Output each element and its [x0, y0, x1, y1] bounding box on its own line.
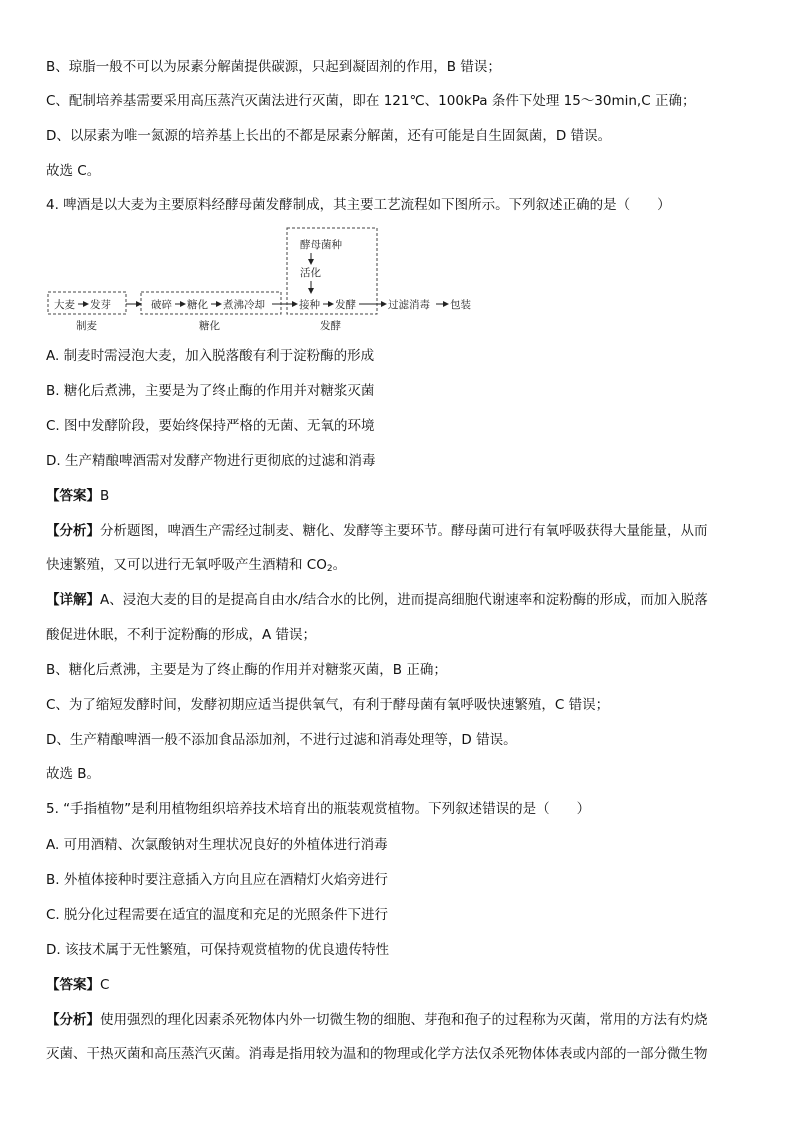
q5-option-b: B. 外植体接种时要注意插入方向且应在酒精灯火焰旁进行	[46, 872, 388, 888]
analysis-tag: 【分析】	[46, 1012, 100, 1028]
detail-tag: 【详解】	[46, 592, 100, 608]
q3-explanation-c: C、配制培养基需要采用高压蒸汽灭菌法进行灭菌，即在 121℃、100kPa 条件下处理 15～30min,C 正确；	[46, 93, 696, 109]
q5-option-a: A. 可用酒精、次氯酸钠对生理状况良好的外植体进行消毒	[46, 837, 388, 853]
answer-tag: 【答案】	[46, 977, 100, 993]
q5-answer	[46, 976, 109, 994]
q3-explanation-b: B、琼脂一般不可以为尿素分解菌提供碳源，只起到凝固剂的作用，B 错误；	[46, 59, 501, 75]
sprout-label: 发芽	[90, 299, 111, 311]
brewing-process-diagram	[46, 226, 496, 334]
package-label: 包装	[450, 299, 471, 311]
q5-stem: 5. “手指植物”是利用植物组织培养技术培育出的瓶装观赏植物。下列叙述错误的是（ ）	[46, 801, 591, 817]
q4-analysis-line-1	[46, 522, 708, 540]
stage-saccharify-label: 糖化	[199, 320, 220, 332]
analysis-text: 。	[332, 557, 347, 573]
boil-cool-label: 煮沸冷却	[223, 299, 265, 311]
activate-label: 活化	[300, 267, 321, 279]
q4-option-c: C. 图中发酵阶段，要始终保持严格的无菌、无氧的环境	[46, 418, 375, 434]
q4-answer	[46, 487, 109, 505]
q4-option-b: B. 糖化后煮沸，主要是为了终止酶的作用并对糖浆灭菌	[46, 383, 375, 399]
q4-option-d: D. 生产精酿啤酒需对发酵产物进行更彻底的过滤和消毒	[46, 453, 376, 469]
co2-subscript: 2	[326, 564, 333, 574]
q3-explanation-d: D、以尿素为唯一氮源的培养基上长出的不都是尿素分解菌，还有可能是自生固氮菌，D 错误。	[46, 128, 612, 144]
q5-analysis-line-1	[46, 1011, 708, 1029]
q4-detail-b: B、糖化后煮沸，主要是为了终止酶的作用并对糖浆灭菌，B 正确；	[46, 662, 447, 678]
q4-detail-line-1	[46, 591, 708, 609]
analysis-text: 分析题图，啤酒生产需经过制麦、糖化、发酵等主要环节。酵母菌可进行有氧呼吸获得大量能量，从而	[100, 523, 708, 539]
q5-option-c: C. 脱分化过程需要在适宜的温度和充足的光照条件下进行	[46, 907, 389, 923]
answer-value: B	[100, 488, 110, 504]
saccharify-label: 糖化	[187, 299, 208, 311]
analysis-tag: 【分析】	[46, 523, 100, 539]
q4-detail-c: C、为了缩短发酵时间，发酵初期应适当提供氧气，有利于酵母菌有氧呼吸快速繁殖，C 错误；	[46, 697, 610, 713]
q4-detail-line-2: 酸促进休眠，不利于淀粉酶的形成，A 错误；	[46, 627, 317, 643]
crush-label: 破碎	[151, 299, 172, 311]
analysis-text: 快速繁殖，又可以进行无氧呼吸产生酒精和 CO	[46, 557, 327, 573]
q5-option-d: D. 该技术属于无性繁殖，可保持观赏植物的优良遗传特性	[46, 942, 389, 958]
q5-analysis-line-2: 灭菌、干热灭菌和高压蒸汽灭菌。消毒是指用较为温和的物理或化学方法仅杀死物体体表或内部的一部分微生物	[46, 1046, 708, 1062]
inoculate-label: 接种	[299, 299, 320, 311]
filter-label: 过滤消毒	[388, 299, 430, 311]
stage-ferment-label: 发酵	[320, 320, 341, 332]
q4-analysis-line-2	[46, 556, 346, 574]
q4-stem: 4. 啤酒是以大麦为主要原料经酵母菌发酵制成，其主要工艺流程如下图所示。下列叙述正确的是（ ）	[46, 197, 671, 213]
detail-text: A、浸泡大麦的目的是提高自由水/结合水的比例，进而提高细胞代谢速率和淀粉酶的形成，而加入脱落	[100, 592, 708, 608]
answer-tag: 【答案】	[46, 488, 100, 504]
analysis-text: 使用强烈的理化因素杀死物体内外一切微生物的细胞、芽孢和孢子的过程称为灭菌，常用的方法有灼烧	[100, 1012, 708, 1028]
ferment-label: 发酵	[335, 299, 356, 311]
q3-choice: 故选 C。	[46, 163, 101, 179]
answer-value: C	[100, 977, 110, 993]
barley-label: 大麦	[54, 299, 75, 311]
q4-choice: 故选 B。	[46, 766, 101, 782]
yeast-label: 酵母菌种	[300, 239, 342, 251]
q4-option-a: A. 制麦时需浸泡大麦，加入脱落酸有利于淀粉酶的形成	[46, 348, 375, 364]
stage-malting-label: 制麦	[76, 320, 97, 332]
q4-detail-d: D、生产精酿啤酒一般不添加食品添加剂，不进行过滤和消毒处理等，D 错误。	[46, 732, 517, 748]
